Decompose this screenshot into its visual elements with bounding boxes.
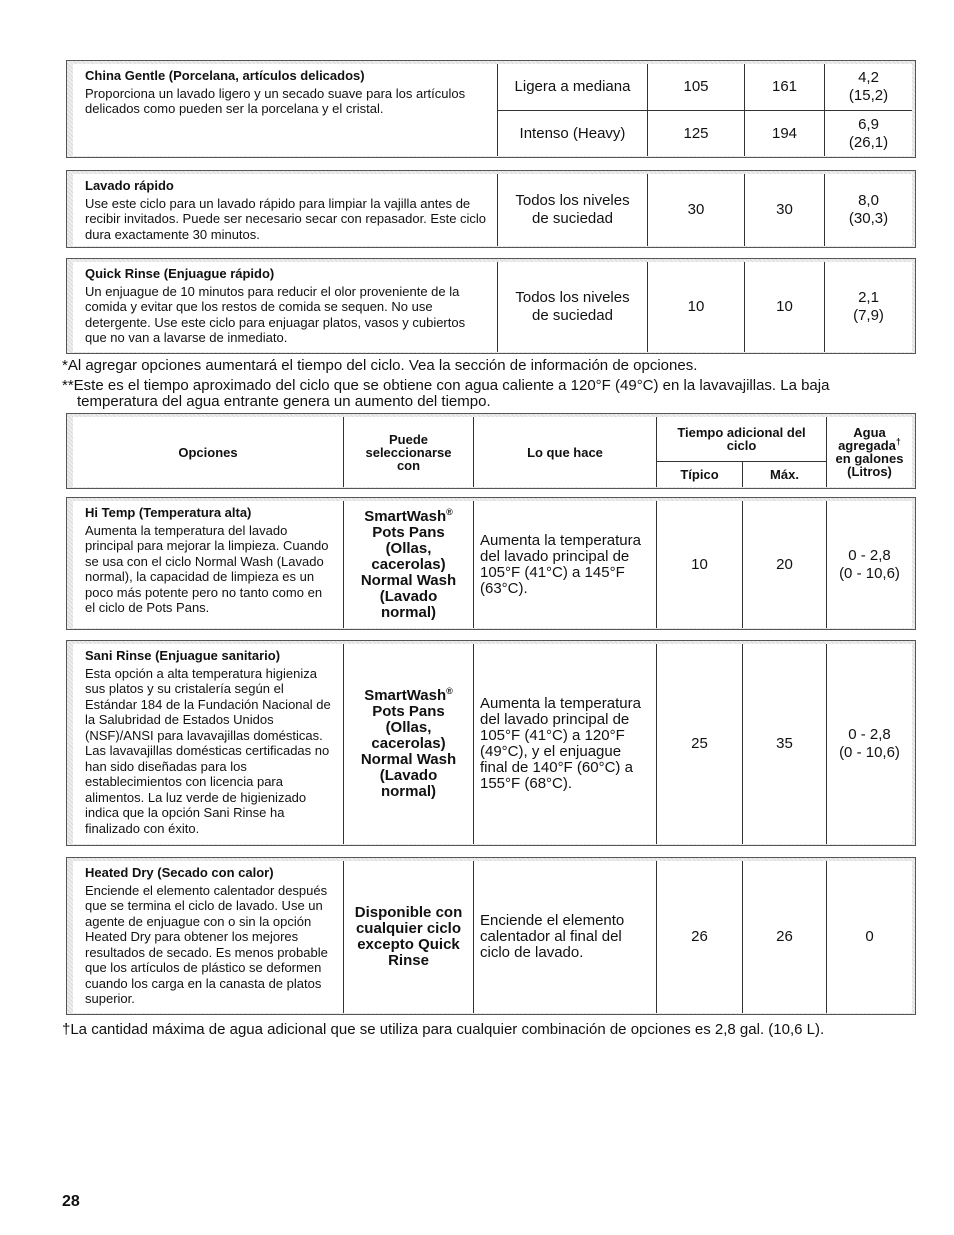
option-effect: Enciende el elemento calentador al final del ciclo de lavado. <box>480 912 625 961</box>
selectable-cycles: Pots Pans (Ollas, cacerolas) Normal Wash (Lavado normal) <box>360 703 457 800</box>
time-typical: 10 <box>687 298 705 315</box>
cycle-description-cell <box>73 174 497 246</box>
water-liters: (7,9) <box>853 307 884 324</box>
option-water-cell <box>826 861 912 1013</box>
selectable-cycles: Pots Pans (Ollas, cacerolas) Normal Wash (Lavado normal) <box>360 523 457 621</box>
cycle-description-cell <box>73 64 497 156</box>
time-typical: 30 <box>687 201 705 218</box>
selectable-primary: SmartWash <box>364 687 447 704</box>
option-description-cell <box>73 861 343 1013</box>
time-typical-cell <box>647 262 744 352</box>
option-water-cell <box>826 644 912 844</box>
header-agua-text: Agua agregada <box>838 425 896 453</box>
water-gallons: 6,9 <box>858 115 879 133</box>
water-liters: (15,2) <box>848 87 889 104</box>
time-max-cell <box>744 110 824 156</box>
soil-level-cell <box>497 110 647 156</box>
header-tipico <box>656 461 742 487</box>
water-liters: (26,1) <box>848 133 889 151</box>
option-time-typical: 10 <box>691 555 708 573</box>
option-description-cell <box>73 644 343 844</box>
cycle-title: China Gentle (Porcelana, artículos delicados) <box>85 68 365 83</box>
option-description: Aumenta la temperatura del lavado principal para mejorar la limpieza. Cuando se usa con el ciclo Normal Wash (Lavado normal), la capacidad de limpieza es un poco más potente pero no tanto como en el ciclo de Pots Pans. <box>85 522 329 615</box>
option-time-typical: 25 <box>691 735 708 752</box>
water-liters: (30,3) <box>848 210 889 227</box>
option-effect-cell <box>473 644 656 844</box>
time-max-cell <box>744 174 824 246</box>
time-max-cell <box>744 64 824 110</box>
registered-mark: ® <box>446 506 453 517</box>
time-typical: 105 <box>683 78 709 95</box>
header-agua <box>826 417 912 487</box>
soil-level-cell <box>497 262 647 352</box>
option-time-max-cell <box>742 501 826 628</box>
water-cell <box>824 262 912 352</box>
cycle-table-lavado-rapido <box>66 170 916 248</box>
option-time-typical-cell <box>656 501 742 628</box>
time-max: 30 <box>776 201 793 218</box>
time-typical-cell <box>647 174 744 246</box>
cycle-table-china-gentle <box>66 60 916 158</box>
cycle-table-quick-rinse <box>66 258 916 354</box>
header-tipico-label: Típico <box>680 467 719 482</box>
cycle-title: Quick Rinse (Enjuague rápido) <box>85 266 275 281</box>
time-max-cell <box>744 262 824 352</box>
option-table-heated-dry <box>66 857 916 1015</box>
time-max: 194 <box>771 124 798 142</box>
option-title: Sani Rinse (Enjuague sanitario) <box>85 648 281 663</box>
note-options-time: *Al agregar opciones aumentará el tiempo del ciclo. Vea la sección de información de opciones. <box>62 357 698 374</box>
option-water-gallons: 0 - 2,8 <box>848 726 891 743</box>
header-tiempo <box>656 417 826 461</box>
soil-level: Intenso (Heavy) <box>519 124 626 142</box>
page-number: 28 <box>62 1193 80 1210</box>
cycle-description: Un enjuague de 10 minutos para reducir el olor proveniente de la comida y evitar que los restos de comida se sequen. No use detergente. Use este ciclo para enjuagar platos, vasos y cubiertos que no van a lavarse de inmediato. <box>85 283 466 345</box>
header-opciones-label: Opciones <box>178 444 238 460</box>
option-title: Heated Dry (Secado con calor) <box>85 865 274 880</box>
header-lo-que-hace-label: Lo que hace <box>527 444 603 460</box>
option-water-gallons: 0 <box>865 928 874 945</box>
option-water-liters: (0 - 10,6) <box>839 744 900 761</box>
note-cycle-time-line1: **Este es el tiempo aproximado del ciclo que se obtiene con agua caliente a 120°F (49°C) en la lavavajillas. La baja <box>62 377 830 394</box>
time-typical-cell <box>647 110 744 156</box>
water-gallons: 2,1 <box>858 289 879 306</box>
option-table-hi-temp <box>66 497 916 630</box>
option-effect-cell <box>473 861 656 1013</box>
option-time-typical: 26 <box>691 928 708 945</box>
option-time-typical-cell <box>656 644 742 844</box>
option-water-cell <box>826 501 912 628</box>
header-max-label: Máx. <box>770 467 799 482</box>
option-effect: Aumenta la temperatura del lavado principal de 105°F (41°C) a 145°F (63°C). <box>480 531 641 597</box>
option-effect-cell <box>473 501 656 628</box>
header-agua-label <box>831 426 908 452</box>
options-header-table <box>66 413 916 489</box>
option-time-max: 35 <box>776 735 793 752</box>
selectable-primary: Disponible con cualquier ciclo excepto Quick Rinse <box>354 904 463 969</box>
header-lo-que-hace <box>473 417 656 487</box>
selectable-availability <box>352 905 465 969</box>
header-puede-label: Puede seleccionarse con <box>365 431 452 473</box>
option-description-cell <box>73 501 343 628</box>
option-description: Enciende el elemento calentador después que se termina el ciclo de lavado. Use un agente de enjuague con o sin la opción Heated Dry para obtener los mejores resultados de secado. Es menos probable que los artículos de plástico se deformen cuando los carga en la canasta de platos superior. <box>85 882 328 1006</box>
soil-level: Ligera a mediana <box>514 78 631 95</box>
selectable-smartwash <box>364 688 453 704</box>
option-effect: Aumenta la temperatura del lavado principal de 105°F (41°C) a 120°F (49°C), y el enjuague final de 140°F (60°C) a 155°F (68°C). <box>480 695 641 792</box>
header-opciones <box>73 417 343 487</box>
option-table-sani-rinse <box>66 640 916 846</box>
note-cycle-time-line2: temperatura del agua entrante genera un aumento del tiempo. <box>77 393 491 410</box>
soil-level: Todos los niveles de suciedad <box>515 289 630 324</box>
option-selectable-cell <box>343 861 473 1013</box>
header-max <box>742 461 826 487</box>
option-water-gallons: 0 - 2,8 <box>848 546 891 564</box>
option-time-max: 20 <box>776 555 793 573</box>
water-cell <box>824 174 912 246</box>
cycle-description: Use este ciclo para un lavado rápido para limpiar la vajilla antes de recibir invitados. Puede ser necesario secar con repasador. Este ciclo dura exactamente 30 minutos. <box>85 195 487 242</box>
option-selectable-cell <box>343 644 473 844</box>
cycle-description: Proporciona un lavado ligero y un secado suave para los artículos delicados como pueden ser la porcelana y el cristal. <box>85 85 466 116</box>
option-time-max-cell <box>742 644 826 844</box>
option-title: Hi Temp (Temperatura alta) <box>85 505 252 520</box>
option-time-max: 26 <box>776 928 793 945</box>
soil-level-cell <box>497 64 647 110</box>
time-max: 161 <box>771 78 798 95</box>
selectable-primary: SmartWash <box>364 507 447 525</box>
footnote-max-water: †La cantidad máxima de agua adicional que se utiliza para cualquier combinación de opciones es 2,8 gal. (10,6 L). <box>62 1021 825 1038</box>
option-water-liters: (0 - 10,6) <box>839 564 900 582</box>
water-gallons: 4,2 <box>858 69 879 86</box>
option-time-max-cell <box>742 861 826 1013</box>
cycle-description-cell <box>73 262 497 352</box>
soil-level: Todos los niveles de suciedad <box>515 192 630 227</box>
cycle-title: Lavado rápido <box>85 178 174 193</box>
option-description: Esta opción a alta temperatura higieniza sus platos y su cristalería según el Estándar 184 de la Fundación Nacional de la Salubridad de Estados Unidos (NSF)/ANSI para lavavajillas domésticas. Las lavavajillas domésticas certificadas no han sido diseñadas para los establecimientos con licencia para alimentos. La luz verde de higienizado indica que la opción Sani Rinse ha finalizado con éxito. <box>85 665 331 836</box>
water-cell <box>824 110 912 156</box>
option-selectable-cell <box>343 501 473 628</box>
selectable-smartwash <box>364 506 453 525</box>
option-time-typical-cell <box>656 861 742 1013</box>
header-puede <box>343 417 473 487</box>
water-gallons: 8,0 <box>858 192 879 209</box>
time-typical-cell <box>647 64 744 110</box>
water-cell <box>824 64 912 110</box>
time-typical: 125 <box>683 124 709 142</box>
time-max: 10 <box>776 298 793 315</box>
registered-mark: ® <box>446 686 453 696</box>
header-agua-units: en galones (Litros) <box>835 451 904 479</box>
dagger-mark: † <box>895 436 901 447</box>
header-tiempo-label: Tiempo adicional del ciclo <box>677 425 806 453</box>
soil-level-cell <box>497 174 647 246</box>
